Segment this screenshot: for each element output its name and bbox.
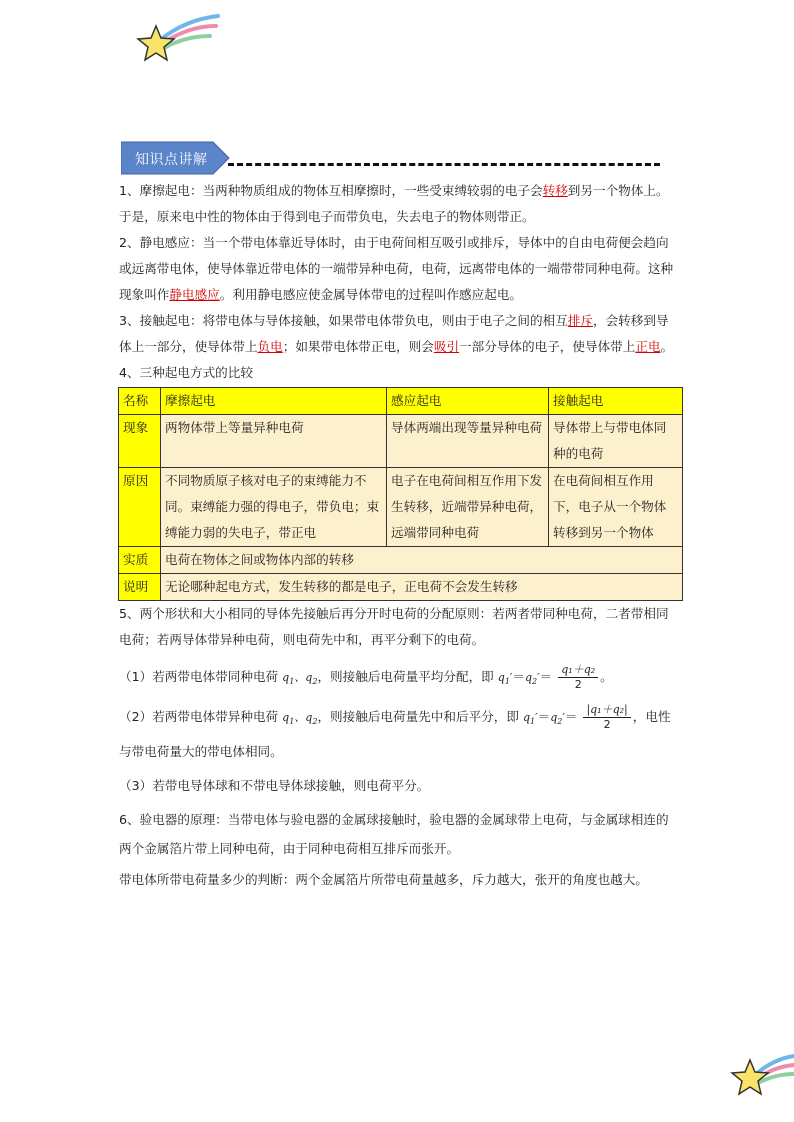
table-header-cell: 接触起电 xyxy=(549,388,683,415)
section-tag xyxy=(121,140,231,176)
table-cell: 两物体带上等量异种电荷 xyxy=(161,415,387,468)
row-name-cell: 实质 xyxy=(119,547,161,574)
table-header-cell: 名称 xyxy=(119,388,161,415)
table-row xyxy=(119,547,683,574)
paragraph-5-case-2: （2）若两带电体带异种电荷 $q_1$、$q_2$，则接触后电荷量先中和后平分，即 $q_1'=q_2'=$ $\frac{\text{|q₁＋q₂|}}{2}$ ，电性与带电荷量大的带电体相同。 xyxy=(119,703,671,760)
table-header-cell: 感应起电 xyxy=(387,388,549,415)
table-cell: 无论哪种起电方式，发生转移的都是电子，正电荷不会发生转移 xyxy=(161,574,683,601)
row-name-cell: 说明 xyxy=(119,574,161,601)
row-name-cell: 原因 xyxy=(119,468,161,547)
main-content xyxy=(119,178,681,895)
shooting-star-icon xyxy=(130,14,220,64)
paragraph-3: 3、接触起电：将带电体与导体接触，如果带电体带负电，则由于电子之间的相互排斥，会转移到导体上一部分，使导体带上负电；如果带电体带正电，则会吸引一部分导体的电子，使导体带上正电。 xyxy=(119,313,674,354)
fraction: $\frac{\text{|q₁＋q₂|}}{2}$ xyxy=(583,703,630,732)
table-cell: 在电荷间相互作用下，电子从一个物体转移到另一个物体 xyxy=(549,468,683,547)
section-tag-label: 知识点讲解 xyxy=(135,152,208,168)
paragraph-1: 1、摩擦起电：当两种物质组成的物体互相摩擦时，一些受束缚较弱的电子会转移到另一个物体上。于是，原来电中性的物体由于得到电子而带负电，失去电子的物体则带正。 xyxy=(119,183,669,224)
table-cell: 不同物质原子核对电子的束缚能力不同。束缚能力强的得电子，带负电；束缚能力弱的失电子，带正电 xyxy=(161,468,387,547)
shooting-star-icon xyxy=(728,1050,794,1098)
table-row xyxy=(119,574,683,601)
paragraph-5-case-3: （3）若带电导体球和不带电导体球接触，则电荷平分。 xyxy=(119,778,430,794)
comparison-table xyxy=(118,387,683,601)
table-row xyxy=(119,415,683,468)
header-divider xyxy=(228,163,660,166)
paragraph-2: 2、静电感应：当一个带电体靠近导体时，由于电荷间相互吸引或排斥，导体中的自由电荷便会趋向或远离带电体，使导体靠近带电体的一端带异种电荷，电荷，远离带电体的一端带带同种电荷。这种现象叫作静电感应。利用静电感应使金属导体带电的过程叫作感应起电。 xyxy=(119,235,674,302)
table-cell: 导体两端出现等量异种电荷 xyxy=(387,415,549,468)
table-cell: 电荷在物体之间或物体内部的转移 xyxy=(161,547,683,574)
table-cell: 电子在电荷间相互作用下发生转移，近端带异种电荷，远端带同种电荷 xyxy=(387,468,549,547)
paragraph-4-title: 4、三种起电方式的比较 xyxy=(119,365,253,380)
paragraph-5-case-1: （1）若两带电体带同种电荷 $q_1$、$q_2$，则接触后电荷量平均分配，即 $q_1'=q_2'=$ $\frac{\text{q₁＋q₂}}{2}$ 。 xyxy=(119,663,613,691)
fraction: $\frac{\text{q₁＋q₂}}{2}$ xyxy=(558,663,598,692)
table-header-row xyxy=(119,388,683,415)
paragraph-6-judge: 带电体所带电荷量多少的判断：两个金属箔片所带电荷量越多，斥力越大，张开的角度也越大。 xyxy=(119,872,648,888)
table-header-cell: 摩擦起电 xyxy=(161,388,387,415)
paragraph-5: 5、两个形状和大小相同的导体先接触后再分开时电荷的分配原则：若两者带同种电荷，二者带相同电荷；若两导体带异种电荷，则电荷先中和，再平分剩下的电荷。 xyxy=(119,606,669,647)
row-name-cell: 现象 xyxy=(119,415,161,468)
paragraph-6: 6、验电器的原理：当带电体与验电器的金属球接触时，验电器的金属球带上电荷，与金属球相连的两个金属箔片带上同种电荷，由于同种电荷相互排斥而张开。 xyxy=(119,812,669,857)
table-cell: 导体带上与带电体同种的电荷 xyxy=(549,415,683,468)
table-row xyxy=(119,468,683,547)
